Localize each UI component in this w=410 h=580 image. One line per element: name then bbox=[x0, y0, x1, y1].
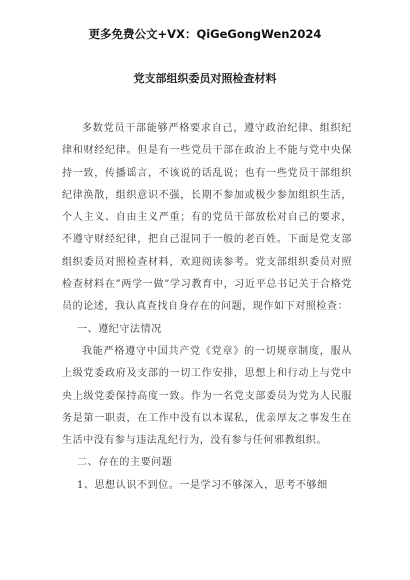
section-heading-compliance: 一、遵纪守法情况 bbox=[77, 323, 162, 335]
promo-header: 更多免费公文+VX：QiGeGongWen2024 bbox=[88, 27, 322, 41]
document-body bbox=[62, 118, 352, 497]
compliance-paragraph: 我能严格遵守中国共产党《党章》的一切规章制度，服从上级党委政府及支部的一切工作安排，思想上和行动上与党中央上级党委保持高度一致。作为一名党支部委员为党为人民服务是第一职责，在工作中没有以本谋私，优亲厚友之事发生在生活中没有参与违法乱纪行为，没有参与任何邪教组织。 bbox=[62, 345, 352, 447]
section-heading-problems: 二、存在的主要问题 bbox=[77, 457, 173, 469]
document-title: 党支部组织委员对照检查材料 bbox=[133, 72, 277, 85]
intro-paragraph: 多数党员干部能够严格要求自己，遵守政治纪律、组织纪律和财经纪律。但是有一些党员干部在政治上不能与党中央保持一致，传播谣言，不该说的话乱说；也有一些党员干部组织纪律涣散，组织意识不强，长期不参加或极少参加组织生活，个人主义、自由主义严重；有的党员干部放松对自己的要求，不遵守财经纪律，把自己混同于一般的老百姓。下面是党支部组织委员对照检查材料，欢迎阅读参考。党支部组织委员对照检查材料在”两学一做”学习教育中，习近平总书记关于合格党员的论述，我认真查找自身存在的问题，现作如下对照检查： bbox=[62, 123, 352, 313]
problem-item-1: 1、思想认识不到位。一是学习不够深入，思考不够细 bbox=[77, 479, 328, 491]
